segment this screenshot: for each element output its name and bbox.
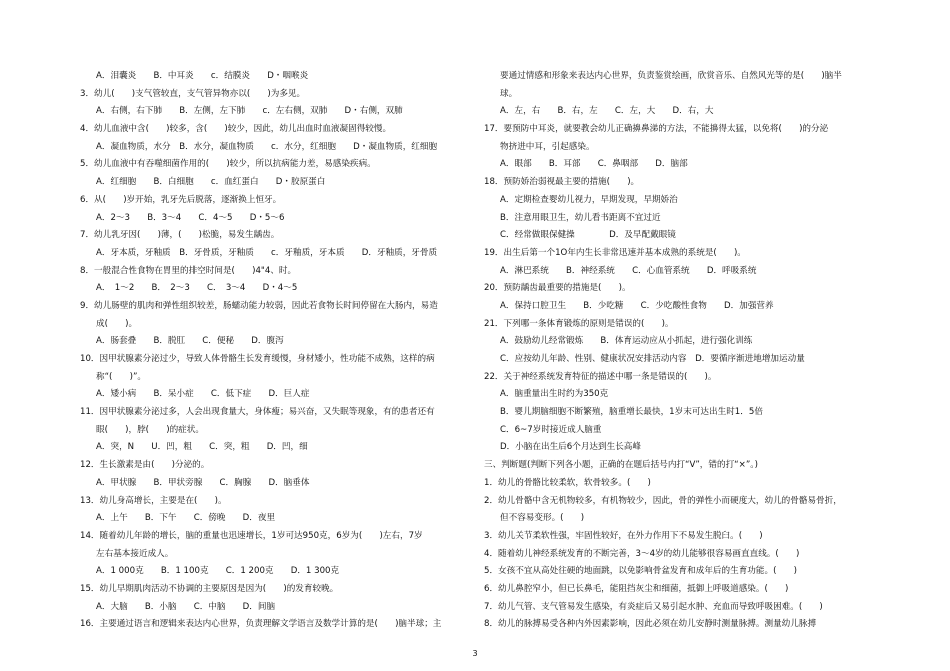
text-line: 14．随着幼儿年龄的增长，脑的重量也迅速增长，1岁可达950克，6岁为( )左右，7岁 — [80, 530, 423, 541]
text-line: 8．一般混合性食物在胃里的排空时间是( )4"4、时。 — [80, 265, 297, 276]
text-line: 眼( )，脖( )的症状。 — [96, 424, 204, 435]
text-line: A．2～3 B．3～4 C．4～5 D・5～6 — [96, 212, 285, 223]
text-line: A．保持口腔卫生 B．少吃糖 C．少吃酸性食物 D．加强营养 — [500, 300, 774, 311]
text-line: 4．幼儿血液中含( )较多，含( )较少，因此，幼儿出血时血液凝固得较慢。 — [80, 124, 392, 135]
text-line: 10．因甲状腺素分泌过少，导致人体骨骼生长发育缓慢，身材矮小，性功能不成熟，这样的病 — [80, 354, 435, 364]
text-line: A．大脑 B．小脑 C．中脑 D．间脑 — [96, 601, 276, 612]
text-line: 球。 — [500, 88, 518, 99]
text-line: A．凝血物质，水分 B．水分，凝血物质 c．水分，红细胞 D・凝血物质，红细胞 — [96, 141, 438, 152]
text-line: A．脑重量出生时约为350克 — [500, 389, 609, 400]
text-line: 19．出生后第一个1O年内生长非常迅速并基本成熟的系统是( )。 — [484, 247, 746, 258]
text-line: A．上午 B．下午 C．傍晚 D．夜里 — [96, 513, 276, 524]
text-line: 但不容易变形。( ) — [500, 513, 585, 524]
text-line: 15．幼儿早期肌肉活动不协调的主要原因是因为( )的发育较晚。 — [80, 583, 339, 594]
text-line: 三、判断题(判断下列各小题，正确的在题后括号内打“V”，错的打“×”。) — [484, 460, 758, 471]
text-line: C．应按幼儿年龄、性别、健康状况安排活动内容 D．要循序渐进地增加运动量 — [500, 354, 805, 364]
text-line: 6．从( )岁开始，乳牙先后脱落，逐渐换上恒牙。 — [80, 194, 282, 205]
text-line: A．鼓励幼儿经常锻炼 B．体育运动应从小抓起，进行强化训练 — [500, 336, 753, 347]
text-line: 物挤进中耳，引起感染。 — [500, 141, 595, 152]
text-line: 17．要预防中耳炎，就要教会幼儿正确擤鼻涕的方法，不能擤得太猛，以免将( )的分泌 — [484, 124, 829, 135]
text-line: 22．关于神经系统发育特征的描述中哪一条是错误的( )。 — [484, 371, 717, 382]
text-line: 12．生长激素是由( )分泌的。 — [80, 460, 210, 471]
text-line: A．泪囊炎 B．中耳炎 c．结膜炎 D・咽喉炎 — [96, 71, 309, 81]
text-line: 3．幼儿( )支气管较直，支气管异物亦以( )为多见。 — [80, 88, 306, 99]
text-line: A．1 000克 B．1 100克 C．1 200克 D．1 300克 — [96, 566, 340, 577]
text-line: B．婴儿期脑细胞不断繁殖，脑重增长最快，1岁末可达出生时1．5倍 — [500, 407, 763, 418]
text-line: A．突，N U．凹，粗 C．突，粗 D．凹，细 — [96, 442, 308, 453]
page-number: 3 — [472, 649, 478, 658]
text-line: 6．幼儿鼻腔窄小，但已长鼻毛，能阻挡灰尘和细菌，抵御上呼吸道感染。( ) — [484, 583, 789, 594]
text-line: A．肠套叠 B．脱肛 C．便秘 D．腹泻 — [96, 336, 284, 347]
text-line: 3．幼儿关节柔软性强，牢固性较好，在外力作用下不易发生脱臼。( ) — [484, 530, 763, 541]
text-line: 21．下列哪一条体育锻炼的原则是错误的( )。 — [484, 318, 674, 329]
left-column — [80, 68, 475, 634]
text-line: C．经常做眼保健操 D．及早配戴眼镜 — [500, 230, 676, 241]
text-line: 13．幼儿身高增长，主要是在( )。 — [80, 495, 227, 506]
text-line: A．红细胞 B．白细胞 c．血红蛋白 D・胶原蛋白 — [96, 177, 326, 188]
right-column — [484, 68, 884, 634]
text-line: 左右基本接近成人。 — [96, 548, 174, 559]
text-line: A．矮小病 B．呆小症 C．低下症 D．巨人症 — [96, 389, 310, 400]
text-line: A．甲状腺 B．甲状旁腺 C．胸腺 D．脑垂体 — [96, 477, 310, 488]
text-line: 9．幼儿肠壁的肌肉和弹性组织较差，肠蠕动能力较弱，因此若食物长时间停留在大肠内，易造 — [80, 300, 438, 311]
text-line: 1．幼儿的骨骼比较柔软，软骨较多。( ) — [484, 477, 651, 488]
text-line: 20．预防龋齿最重要的措施是( )。 — [484, 283, 631, 294]
text-line: 4．随着幼儿神经系统发育的不断完善，3～4岁的幼儿能够很容易画直直线。( ) — [484, 548, 800, 559]
text-line: D．小脑在出生后6个月达到生长高峰 — [500, 442, 641, 453]
text-line: 称“( )”。 — [96, 371, 146, 382]
text-line: 2．幼儿骨骼中含无机物较多，有机物较少，因此，骨的弹性小而硬度大，幼儿的骨骼易骨折， — [484, 495, 842, 506]
text-line: 16．主要通过语言和逻辑来表达内心世界，负责理解文学语言及数学计算的是( )脑半球；主 — [80, 619, 442, 630]
text-line: 5．幼儿血液中有吞噬细菌作用的( )较少，所以抗病能力差，易感染疾病。 — [80, 159, 376, 170]
text-line: A．眼部 B．耳部 C．鼻咽部 D．脑部 — [500, 159, 688, 170]
text-line: B．注意用眼卫生，幼儿看书距离不宜过近 — [500, 212, 661, 223]
text-line: A．左，右 B．右，左 C．左，大 D．右，大 — [500, 106, 714, 117]
text-line: A． 1～2 B． 2～3 C． 3～4 D・4～5 — [96, 283, 298, 294]
text-line: 18．预防娇治弱视最主要的措施( )。 — [484, 177, 640, 188]
text-line: A．淋巴系统 B．神经系统 C．心血管系统 D．呼吸系统 — [500, 265, 757, 276]
text-line: 要通过情感和形象来表达内心世界，负责鉴赏绘画，欣赏音乐、自然风光等的是( )脑半 — [500, 71, 842, 81]
text-line: 8．幼儿的脉搏易受各种内外因素影响，因此必须在幼儿安静时测量脉搏。测量幼儿脉搏 — [484, 619, 817, 630]
text-line: 7．幼儿气管、支气管易发生感染，有炎症后又易引起水肿、充血而导致呼吸困难。( ) — [484, 601, 823, 612]
text-line: C．6~7岁时接近成人脑重 — [500, 424, 602, 435]
text-line: 7．幼儿乳牙因( )薄，( )松脆，易发生龋齿。 — [80, 230, 280, 241]
text-line: A．右侧，右下肺 B．左侧，左下肺 c．左右侧，双肺 D・右侧，双肺 — [96, 106, 403, 117]
text-line: 成( )。 — [96, 318, 138, 329]
text-line: A．定期检查婴幼儿视力，早期发现，早期娇治 — [500, 194, 678, 205]
text-line: 5．女孩不宜从高处往硬的地面跳，以免影响骨盆发育和成年后的生育功能。( ) — [484, 566, 797, 577]
text-line: 11．因甲状腺素分泌过多，人会出现食量大，身体瘦；易兴奋，又失眠等现象，有的患者还有 — [80, 407, 435, 418]
text-line: A．牙本质，牙釉质 B．牙骨质，牙釉质 c．牙釉质，牙本质 D．牙釉质，牙骨质 — [96, 247, 438, 258]
